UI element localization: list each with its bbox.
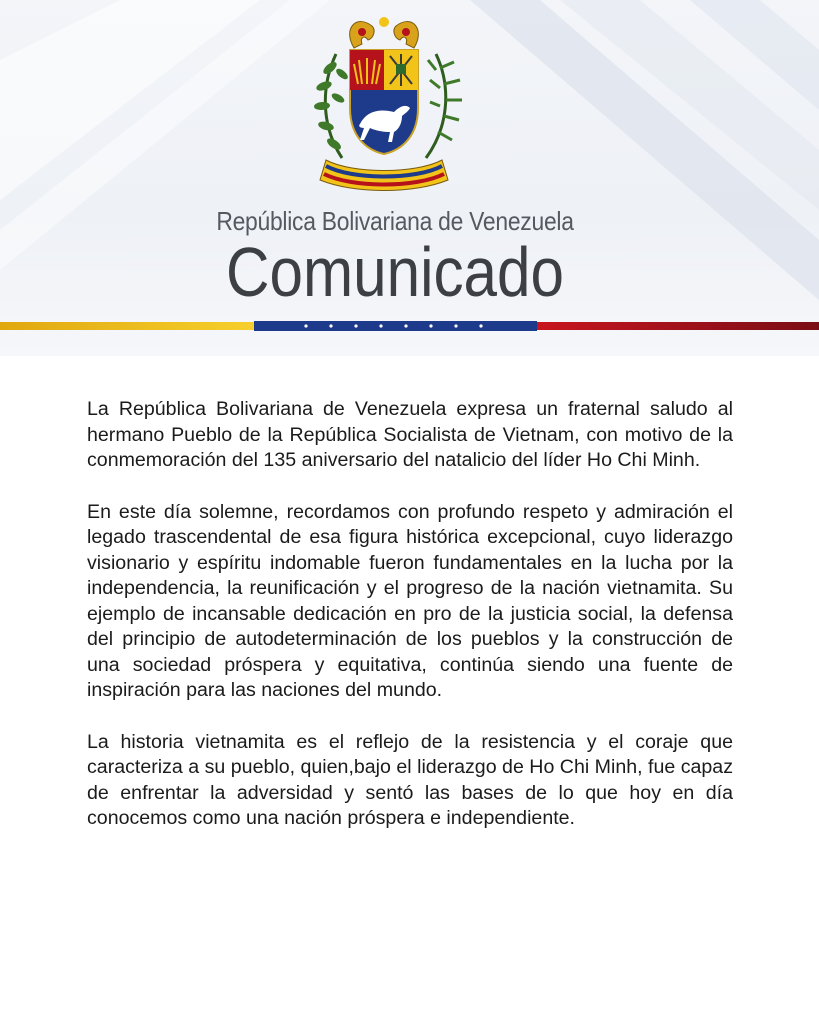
communique-body xyxy=(87,397,733,858)
venezuela-coat-of-arms-icon xyxy=(302,8,466,200)
header-banner xyxy=(0,0,819,356)
paragraph-1: La República Bolivariana de Venezuela expresa un fraternal saludo al hermano Pueblo de la República Socialista de Vietnam, con motivo de la conmemoración del 135 aniversario del natalicio del líder Ho Chi Minh. xyxy=(87,398,733,471)
paragraph-2: En este día solemne, recordamos con profundo respeto y admiración el legado trascendental de esa figura histórica excepcional, cuyo liderazgo visionario y espíritu indomable fueron fundamentales en la lucha por la independencia, la reunificación y el progreso de la nación vietnamita. Su ejemplo de incansable dedicación en pro de la justicia social, la defensa del principio de autodeterminación de los pueblos y la construcción de una sociedad próspera y equitativa, continúa siendo una fuente de inspiración para las naciones del mundo. xyxy=(87,500,733,701)
page-title: Comunicado xyxy=(226,233,564,311)
paragraph-3: La historia vietnamita es el reflejo de la resistencia y el coraje que caracteriza a su pueblo, quien,bajo el liderazgo de Ho Chi Minh, fue capaz de enfrentar la adversidad y sentó las bases de lo que hoy en día conocemos como una nación próspera e independiente. xyxy=(87,730,733,829)
country-name: República Bolivariana de Venezuela xyxy=(216,206,574,236)
flag-stripe-bar xyxy=(0,320,819,332)
